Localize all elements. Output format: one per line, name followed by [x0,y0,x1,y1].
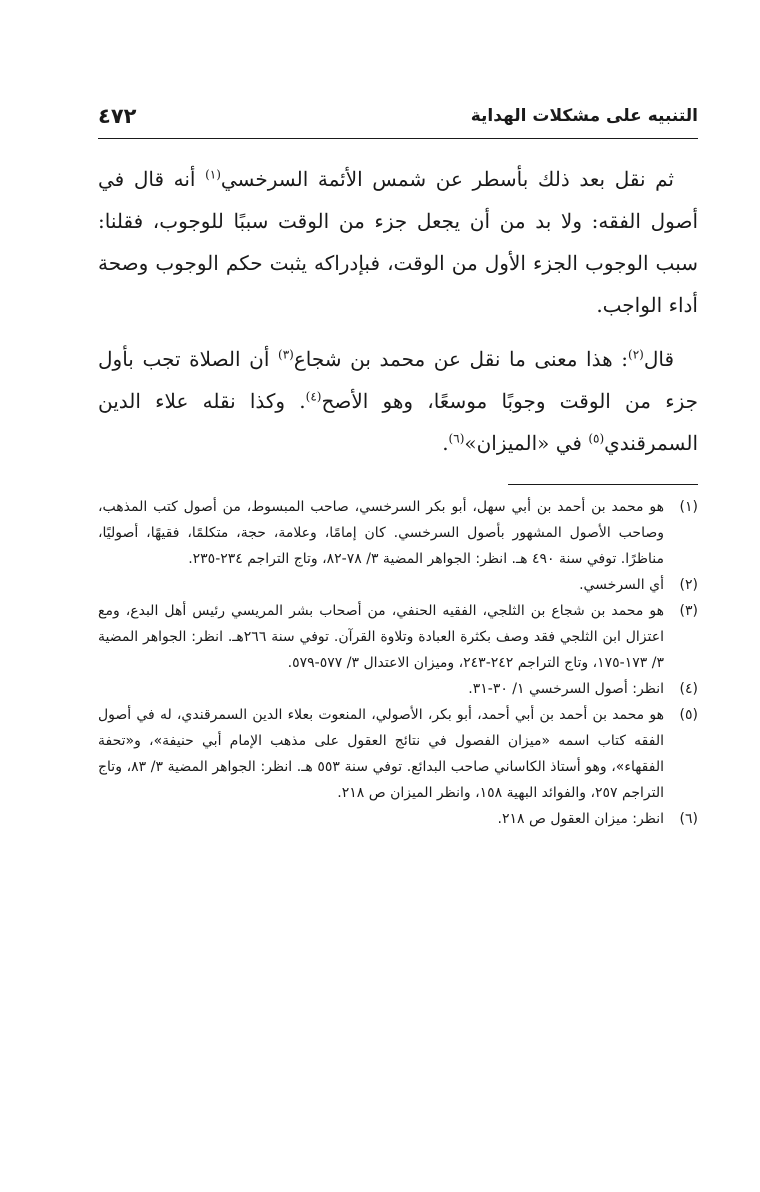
footnote-number: (٢) [679,577,698,593]
header-divider [98,138,698,139]
footnote-ref: (٣) [278,347,294,362]
footnote-ref: (٦) [448,431,465,446]
footnote-text: انظر: ميزان العقول ص ٢١٨. [497,811,664,827]
text-run: . وكذا نقله علاء الدين السمرقندي [98,389,698,455]
paragraph [98,158,698,326]
footnote-text: انظر: أصول السرخسي ١/ ٣٠-٣١. [468,681,664,697]
footnote [98,806,698,832]
footnote-ref: (٥) [588,431,605,446]
footnote [98,494,698,572]
footnote-text: هو محمد بن أحمد بن أبي سهل، أبو بكر السرخسي، صاحب المبسوط، من أصول كتب المذهب، وصاحب الأصول المشهور بأصول السرخسي. كان إمامًا، وعلامة، حجة، متكلمًا، فقيهًا، أصوليًا، مناظرًا. توفي سنة ٤٩٠ هـ. انظر: الجواهر المضية ٣/ ٧٨-٨٢، وتاج التراجم ٢٣٤-٢٣٥. [98,499,664,567]
page-number: ٤٧٢ [98,104,137,128]
text-run: أنه قال في أصول الفقه: ولا بد من أن يجعل جزء من الوقت سببًا للوجوب، فقلنا: سبب الوجوب الجزء الأول من الوقت، فبإدراكه يثبت حكم الوجوب وصحة أداء الواجب. [98,167,698,317]
footnote-number: (٣) [679,603,698,619]
main-text [98,158,698,464]
footnote-text: هو محمد بن أحمد بن أبي أحمد، أبو بكر، الأصولي، المنعوت بعلاء الدين السمرقندي، له في أصول الفقه كتاب اسمه «ميزان الفصول في نتائج العقول على مذهب الإمام أبي حنيفة»، و«تحفة الفقهاء»، وهو أستاذ الكاساني صاحب البدائع. توفي سنة ٥٥٣ هـ. انظر: الجواهر المضية ٣/ ٨٣، وتاج التراجم ٢٥٧، والفوائد البهية ١٥٨، وانظر الميزان ص ٢١٨. [98,707,664,801]
footnote-number: (١) [679,499,698,515]
running-title: التنبيه على مشكلات الهداية [470,106,698,126]
text-run: : هذا معنى ما نقل عن محمد بن شجاع [293,347,628,371]
footnote-number: (٤) [679,681,698,697]
text-run: في «الميزان» [464,431,589,455]
paragraph [98,338,698,464]
footnote [98,598,698,676]
footnote-text: أي السرخسي. [579,577,664,593]
footnote-ref: (١) [205,167,221,182]
text-run: ثم نقل بعد ذلك بأسطر عن شمس الأئمة السرخسي [220,167,674,191]
footnote-number: (٦) [679,811,698,827]
footnotes [98,494,698,832]
text-run: أن الصلاة تجب بأول جزء من الوقت وجوبًا موسعًا، وهو الأصح [98,347,698,413]
footnote [98,702,698,806]
footnote-ref: (٤) [305,389,322,404]
footnote [98,572,698,598]
text-run: . [442,431,449,455]
footnote-number: (٥) [679,707,698,723]
text-run: قال [643,347,675,371]
page-header [98,104,698,134]
footnote-text: هو محمد بن شجاع بن الثلجي، الفقيه الحنفي، من أصحاب بشر المريسي رئيس أهل البدع، ومع اعتزال ابن الثلجي فقد وصف بكثرة العبادة وتلاوة القرآن. توفي سنة ٢٦٦هـ. انظر: الجواهر المضية ٣/ ١٧٣-١٧٥، وتاج التراجم ٢٤٢-٢٤٣، وميزان الاعتدال ٣/ ٥٧٧-٥٧٩. [98,603,665,671]
footnote [98,676,698,702]
footnote-divider [508,484,698,485]
footnote-ref: (٢) [628,347,644,362]
